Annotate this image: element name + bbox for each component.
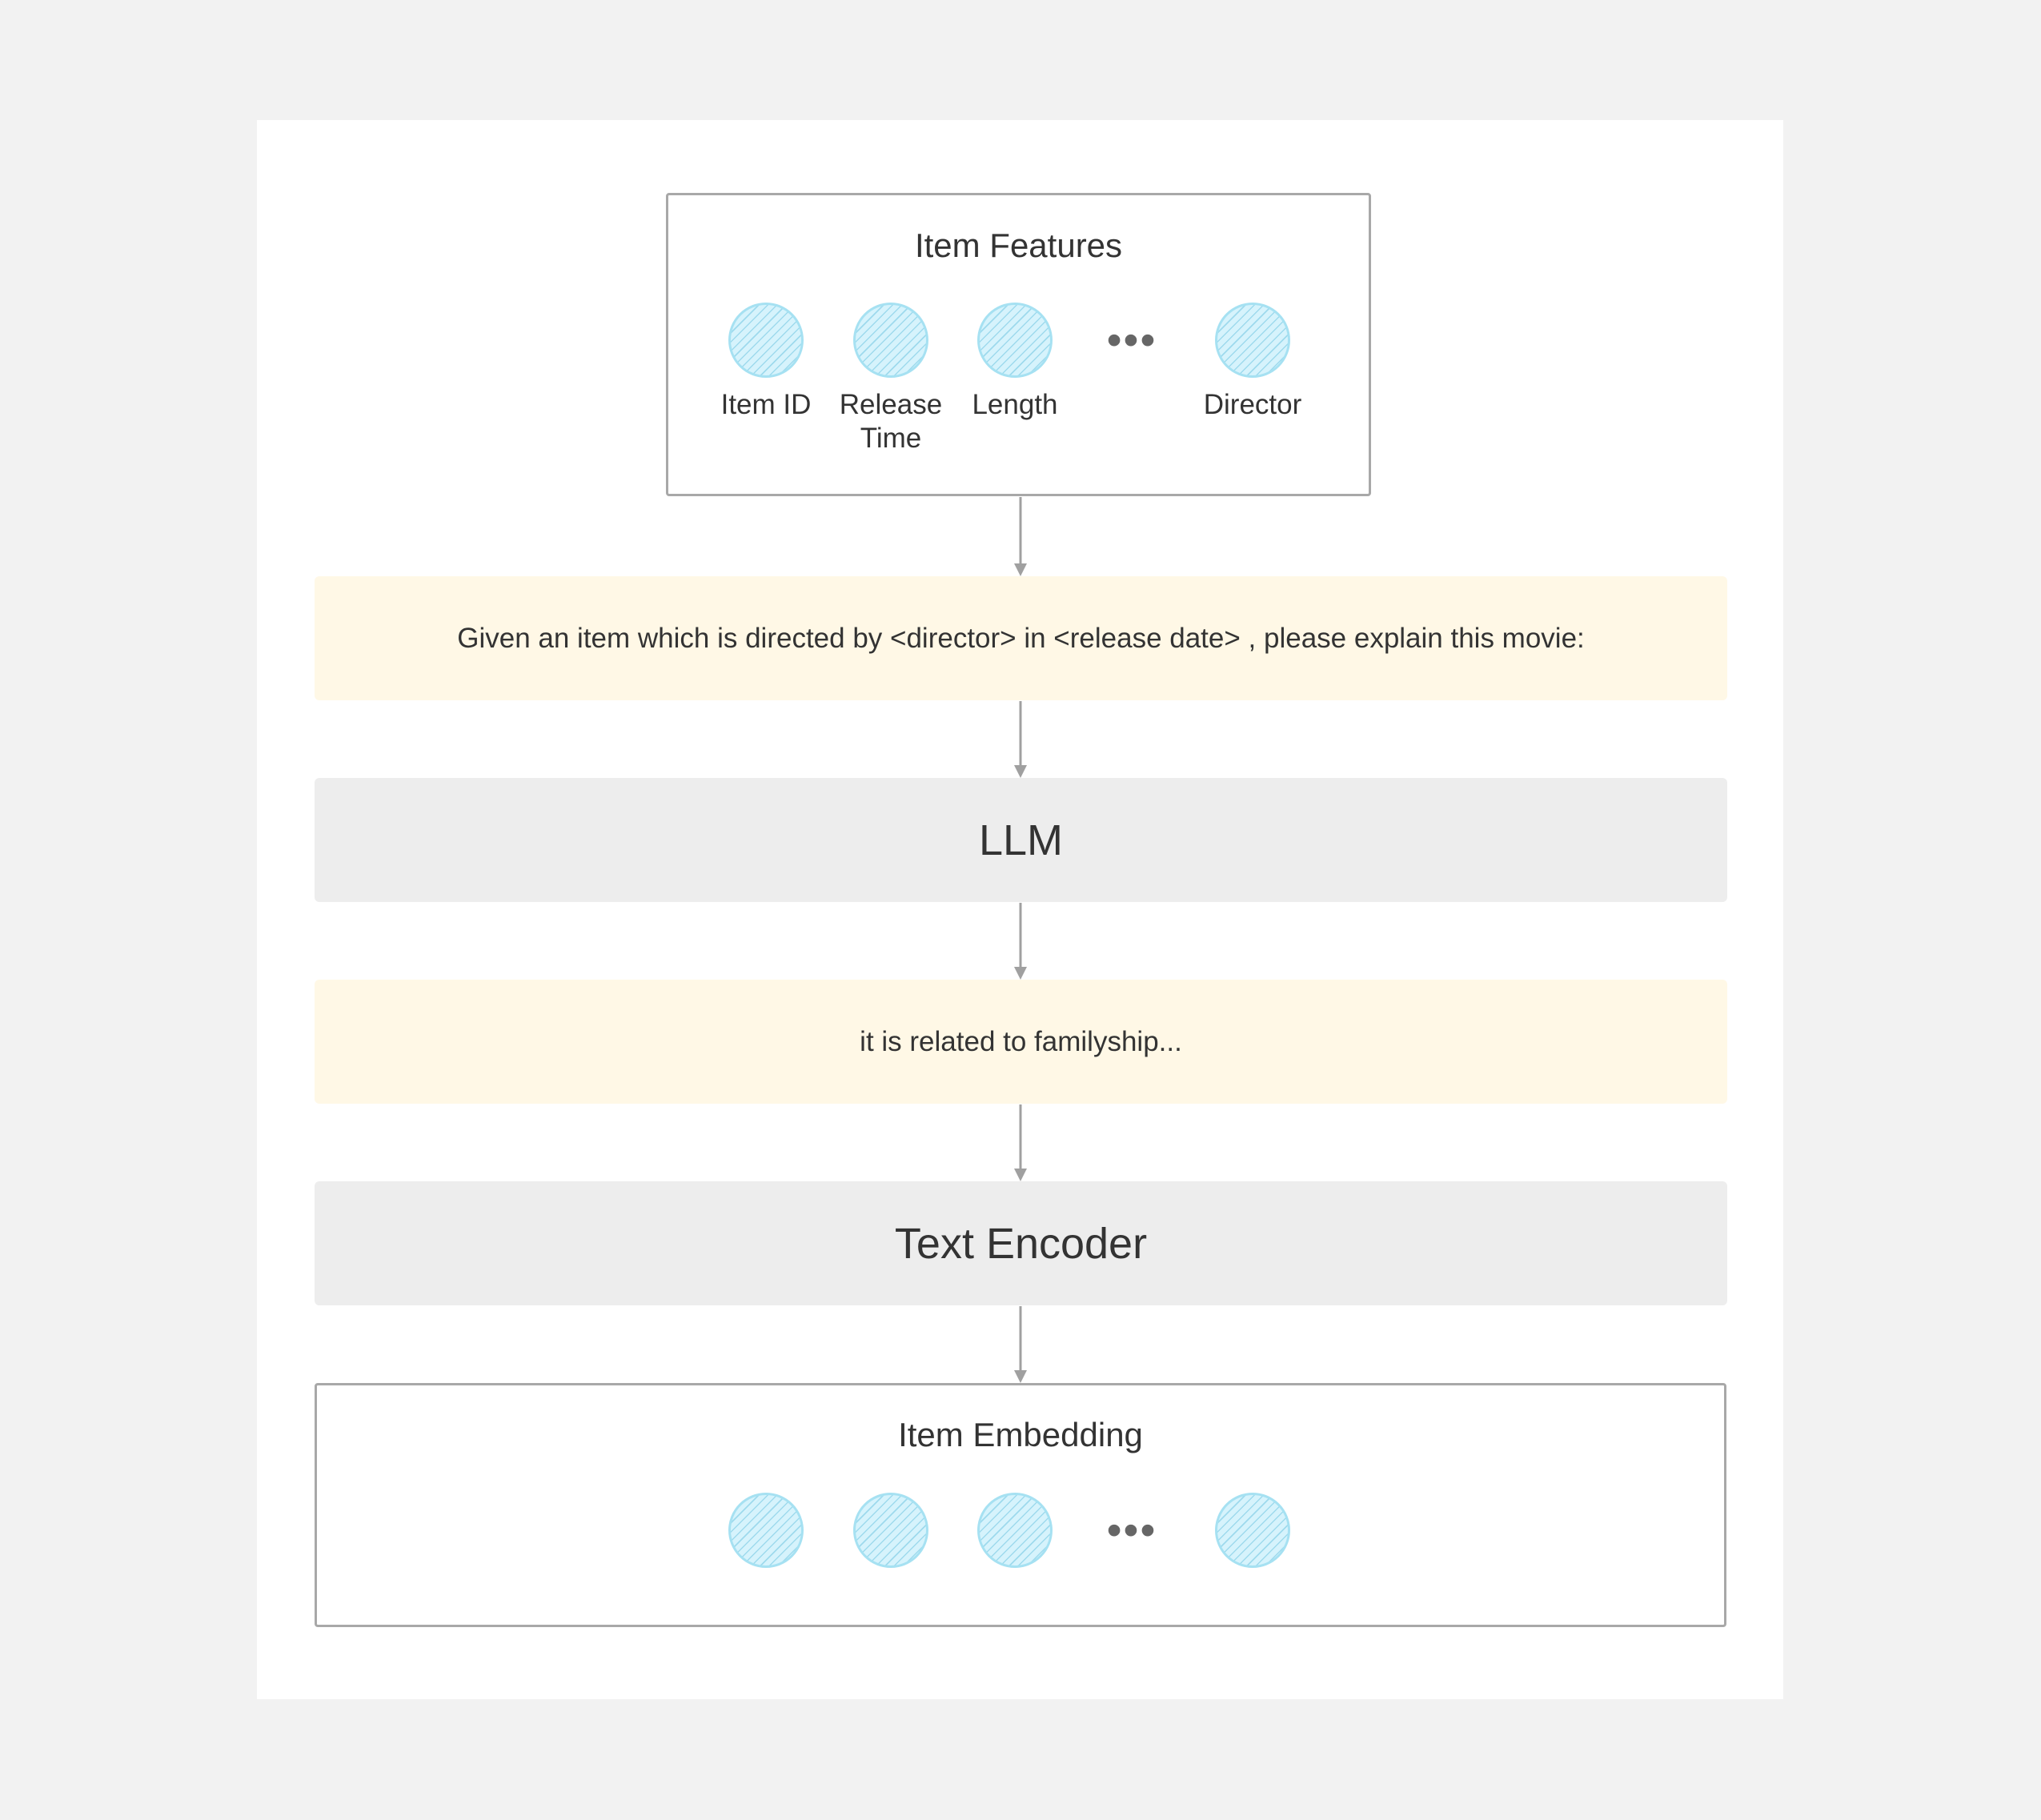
text-encoder-label: Text Encoder [894,1219,1148,1268]
prompt-text: Given an item which is directed by <director> in <release date> , please explain this movie: [457,622,1585,654]
arrowhead-icon [1014,1370,1027,1383]
feature-label-release-time: Release Time [839,389,943,454]
item-features-title: Item Features [914,226,1123,264]
arrowhead-icon [1014,1169,1027,1181]
arrowhead-icon [1014,563,1027,576]
arrowhead-icon [1014,967,1027,980]
ellipsis-icon: ••• [1106,316,1157,364]
feature-label-director: Director [1203,389,1302,420]
item-embedding-title: Item Embedding [898,1416,1143,1453]
feature-label-length: Length [972,389,1058,420]
ellipsis-icon: ••• [1106,1506,1157,1554]
arrowhead-icon [1014,765,1027,778]
llm-label: LLM [978,816,1064,864]
feature-label-item-id: Item ID [720,389,812,420]
llm-output-text: it is related to familyship... [860,1025,1182,1057]
